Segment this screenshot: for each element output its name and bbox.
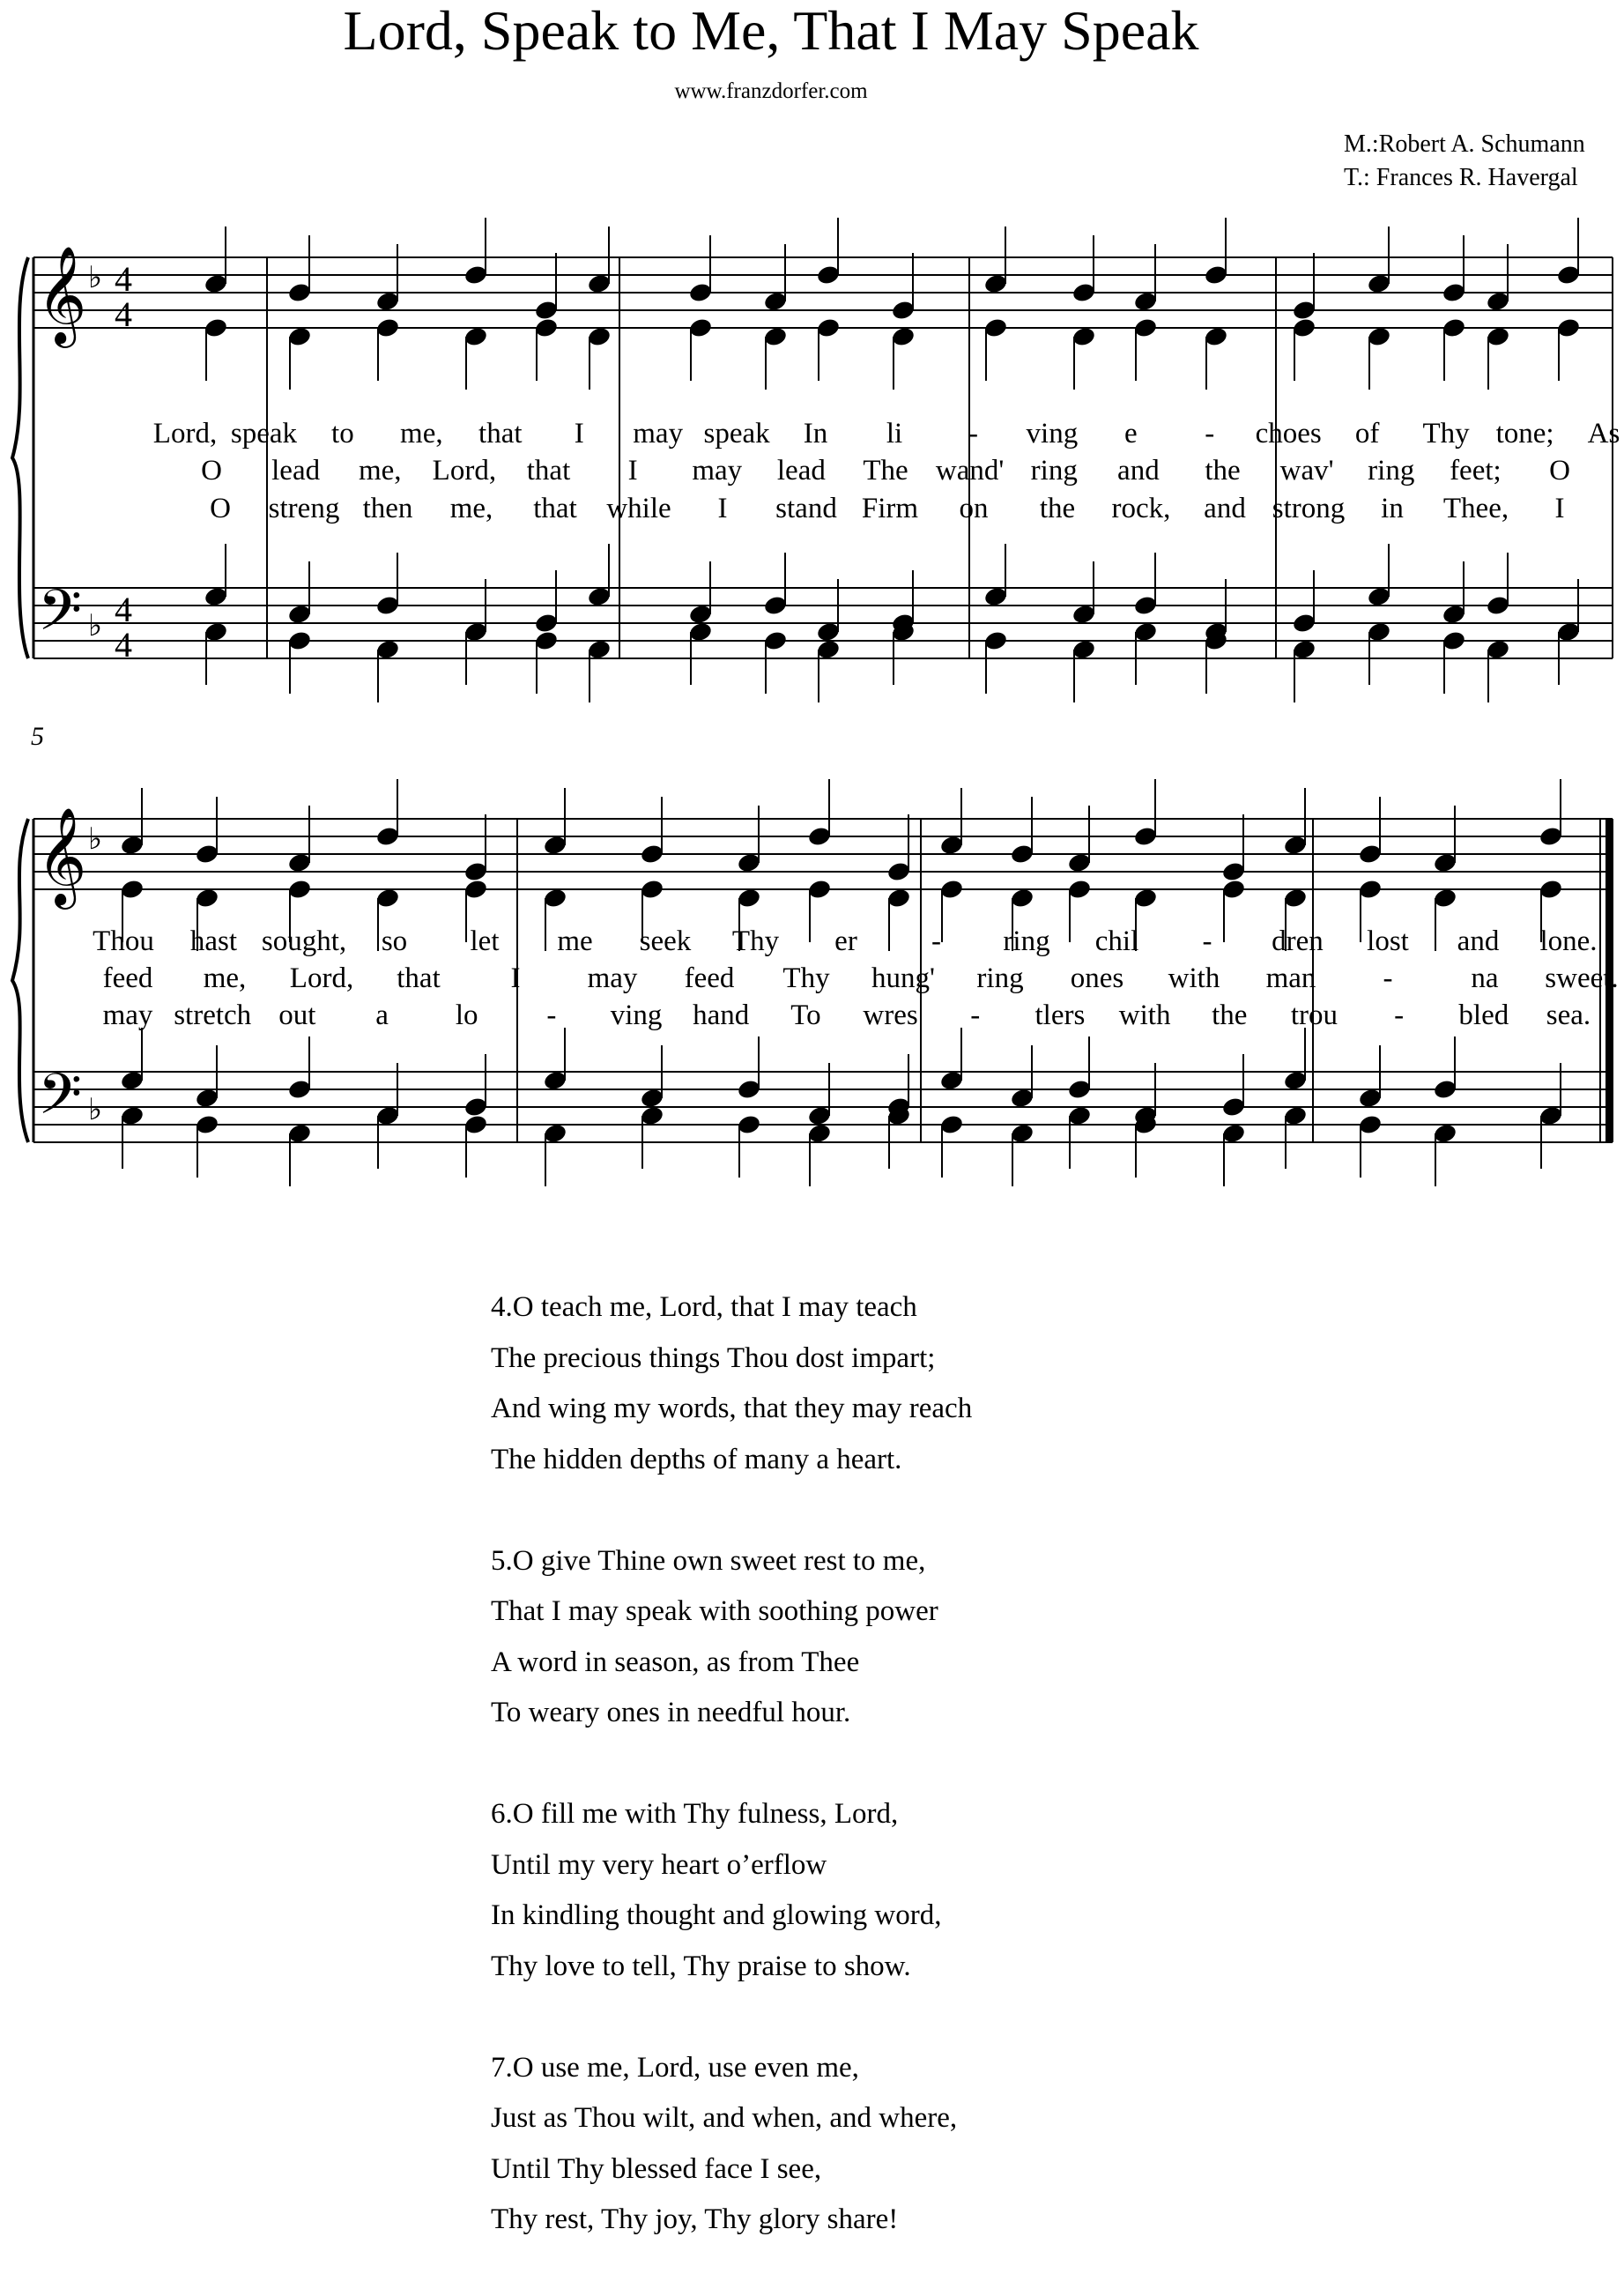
lyric-syllable: a xyxy=(375,999,389,1031)
lyric-syllable: that xyxy=(533,493,577,524)
lyric-syllable: me, xyxy=(203,962,247,994)
lyric-syllable: wand' xyxy=(935,455,1005,487)
treble-clef-icon: 𝄞 xyxy=(36,248,87,342)
lyric-syllable: In xyxy=(803,418,828,450)
verse-line: Thy rest, Thy joy, Thy glory share! xyxy=(491,2203,899,2235)
lyric-syllable: O xyxy=(201,455,222,487)
lyric-syllable: lo xyxy=(455,999,478,1031)
lyric-syllable: - xyxy=(1202,925,1212,957)
lyric-syllable: Thy xyxy=(731,925,780,957)
verse-line: The precious things Thou dost impart; xyxy=(491,1341,936,1374)
lyric-syllable: sea. xyxy=(1546,999,1591,1031)
lyric-syllable: li xyxy=(886,418,903,450)
lyric-syllable: lone. xyxy=(1539,925,1598,957)
verse-line: In kindling thought and glowing word, xyxy=(491,1899,942,1931)
verse-line: 7.O use me, Lord, use even me, xyxy=(491,2051,859,2084)
lyric-syllable: sweet. xyxy=(1545,962,1619,994)
lyric-syllable: Thou xyxy=(93,925,154,957)
lyric-syllable: man xyxy=(1265,962,1316,994)
verse-line: Just as Thou wilt, and when, and where, xyxy=(491,2102,958,2134)
verse-line: Until my very heart o’erflow xyxy=(491,1848,827,1881)
lyric-syllable: - xyxy=(970,999,981,1031)
lyric-syllable: me xyxy=(557,925,593,957)
bass-clef-icon: 𝄢 xyxy=(37,1063,83,1140)
lyric-syllable: and xyxy=(1117,455,1160,487)
lyric-syllable: Firm xyxy=(861,493,919,524)
verse-line: A word in season, as from Thee xyxy=(491,1646,860,1678)
lyric-syllable: that xyxy=(526,455,571,487)
music-credit: M.:Robert A. Schumann xyxy=(1344,130,1585,158)
lyric-syllable: that xyxy=(397,962,441,994)
lyric-syllable: - xyxy=(931,925,941,957)
lyric-syllable: and xyxy=(1457,925,1500,957)
lyric-syllable: O xyxy=(210,493,231,524)
lyric-syllable: trou xyxy=(1290,999,1339,1031)
text-credit: T.: Frances R. Havergal xyxy=(1344,164,1578,191)
lyric-syllable: wav' xyxy=(1279,455,1334,487)
verse-line: 6.O fill me with Thy fulness, Lord, xyxy=(491,1798,899,1830)
lyric-syllable: - xyxy=(546,999,557,1031)
time-signature-mark: 4 xyxy=(115,590,132,629)
lyric-syllable: so xyxy=(381,925,408,957)
lyric-syllable: may xyxy=(587,962,638,994)
lyric-syllable: with xyxy=(1118,999,1171,1031)
lyric-syllable: on xyxy=(959,493,989,524)
lyric-syllable: rock, xyxy=(1111,493,1171,524)
verse-line: 5.O give Thine own sweet rest to me, xyxy=(491,1544,926,1577)
lyric-syllable: out xyxy=(278,999,316,1031)
lyric-syllable: - xyxy=(1383,962,1393,994)
lyric-syllable: let xyxy=(470,925,500,957)
lyric-syllable: I xyxy=(717,493,728,524)
lyric-syllable: in xyxy=(1381,493,1404,524)
lyric-syllable: tlers xyxy=(1034,999,1086,1031)
lyric-syllable: while xyxy=(606,493,671,524)
lyric-syllable: - xyxy=(1205,418,1215,450)
lyric-syllable: strong xyxy=(1272,493,1346,524)
measure-number: 5 xyxy=(31,722,44,751)
verse-line: 4.O teach me, Lord, that I may teach xyxy=(491,1291,917,1323)
lyric-syllable: ones xyxy=(1070,962,1124,994)
lyric-syllable: me, xyxy=(449,493,493,524)
lyric-syllable: feet; xyxy=(1450,455,1502,487)
lyric-syllable: seek xyxy=(639,925,692,957)
lyric-syllable: lost xyxy=(1367,925,1409,957)
lyric-syllable: I xyxy=(510,962,521,994)
lyric-syllable: ring xyxy=(976,962,1024,994)
flat-icon: ♭ xyxy=(87,1094,103,1126)
lyric-syllable: ving xyxy=(610,999,663,1031)
lyric-syllable: lead xyxy=(776,455,826,487)
additional-verses xyxy=(491,1282,972,2296)
lyric-syllable: hand xyxy=(693,999,750,1031)
lyric-syllable: er xyxy=(834,925,857,957)
lyric-syllable: O xyxy=(1549,455,1570,487)
lyric-syllable: of xyxy=(1354,418,1380,450)
stanza-7 xyxy=(491,2043,972,2246)
verse-line: Thy love to tell, Thy praise to show. xyxy=(491,1950,911,1982)
stanza-4 xyxy=(491,1282,972,1485)
time-signature-mark: 4 xyxy=(115,294,132,334)
verse-line: The hidden depths of many a heart. xyxy=(491,1443,902,1475)
flat-icon: ♭ xyxy=(87,262,103,294)
lyric-syllable: the xyxy=(1205,455,1241,487)
brace-icon xyxy=(12,257,28,658)
lyric-syllable: me, xyxy=(358,455,402,487)
lyric-syllable: hung' xyxy=(871,962,935,994)
lyric-syllable: chil xyxy=(1094,925,1139,957)
lyric-syllable: with xyxy=(1168,962,1220,994)
lyric-syllable: feed xyxy=(102,962,153,994)
lyric-syllable: - xyxy=(968,418,978,450)
lyric-syllable: Lord, xyxy=(432,455,497,487)
lyric-syllable: I xyxy=(627,455,638,487)
stanza-5 xyxy=(491,1536,972,1739)
lyric-syllable: lead xyxy=(271,455,321,487)
lyric-syllable: may xyxy=(102,999,153,1031)
lyric-syllable: speak xyxy=(703,418,770,450)
lyric-syllable: To xyxy=(790,999,821,1031)
flat-icon: ♭ xyxy=(87,823,103,856)
brace-icon xyxy=(12,819,28,1142)
time-signature-mark: 4 xyxy=(115,625,132,665)
lyric-syllable: - xyxy=(1394,999,1405,1031)
lyric-syllable: sought, xyxy=(261,925,347,957)
lyric-syllable: I xyxy=(574,418,584,450)
lyric-syllable: I xyxy=(1554,493,1565,524)
page-title: Lord, Speak to Me, That I May Speak xyxy=(343,0,1199,62)
verse-line: That I may speak with soothing power xyxy=(491,1595,938,1627)
lyric-syllable: na xyxy=(1471,962,1499,994)
lyric-syllable: and xyxy=(1204,493,1246,524)
lyric-syllable: that xyxy=(478,418,523,450)
lyric-syllable: stand xyxy=(775,493,837,524)
lyric-syllable: bled xyxy=(1458,999,1509,1031)
verse-line: And wing my words, that they may reach xyxy=(491,1393,973,1424)
lyric-syllable: ring xyxy=(1030,455,1078,487)
lyric-syllable: speak xyxy=(230,418,298,450)
lyric-syllable: may xyxy=(633,418,684,450)
lyric-syllable: e xyxy=(1124,418,1138,450)
lyric-syllable: feed xyxy=(684,962,735,994)
lyric-syllable: ring xyxy=(1368,455,1415,487)
lyric-syllable: tone; xyxy=(1495,418,1554,450)
lyric-syllable: Thee, xyxy=(1442,493,1509,524)
lyric-syllable: Lord, xyxy=(152,418,218,450)
lyric-syllable: choes xyxy=(1255,418,1322,450)
stanza-6 xyxy=(491,1789,972,1992)
website-url: www.franzdorfer.com xyxy=(674,79,868,103)
lyric-syllable: the xyxy=(1039,493,1076,524)
lyric-syllable: may xyxy=(692,455,743,487)
lyric-syllable: As xyxy=(1587,418,1620,450)
lyric-syllable: The xyxy=(863,455,908,487)
lyric-syllable: hast xyxy=(189,925,238,957)
lyric-syllable: wres xyxy=(863,999,918,1031)
lyric-syllable: Lord, xyxy=(289,962,354,994)
lyric-syllable: streng xyxy=(268,493,340,524)
lyric-syllable: Thy xyxy=(1422,418,1470,450)
lyric-syllable: me, xyxy=(400,418,443,450)
lyric-syllable: ring xyxy=(1003,925,1050,957)
lyric-syllable: stretch xyxy=(174,999,252,1031)
lyric-syllable: ving xyxy=(1026,418,1079,450)
lyric-syllable: Thy xyxy=(782,962,830,994)
bass-clef-icon: 𝄢 xyxy=(37,579,83,656)
verse-line: To weary ones in needful hour. xyxy=(491,1697,851,1728)
verse-line: Until Thy blessed face I see, xyxy=(491,2152,822,2185)
lyric-syllable: the xyxy=(1212,999,1248,1031)
time-signature-mark: 4 xyxy=(115,259,132,299)
lyric-syllable: dren xyxy=(1272,925,1324,957)
lyric-syllable: then xyxy=(362,493,413,524)
lyric-syllable: to xyxy=(331,418,354,450)
treble-clef-icon: 𝄞 xyxy=(36,809,87,903)
flat-icon: ♭ xyxy=(87,610,103,643)
